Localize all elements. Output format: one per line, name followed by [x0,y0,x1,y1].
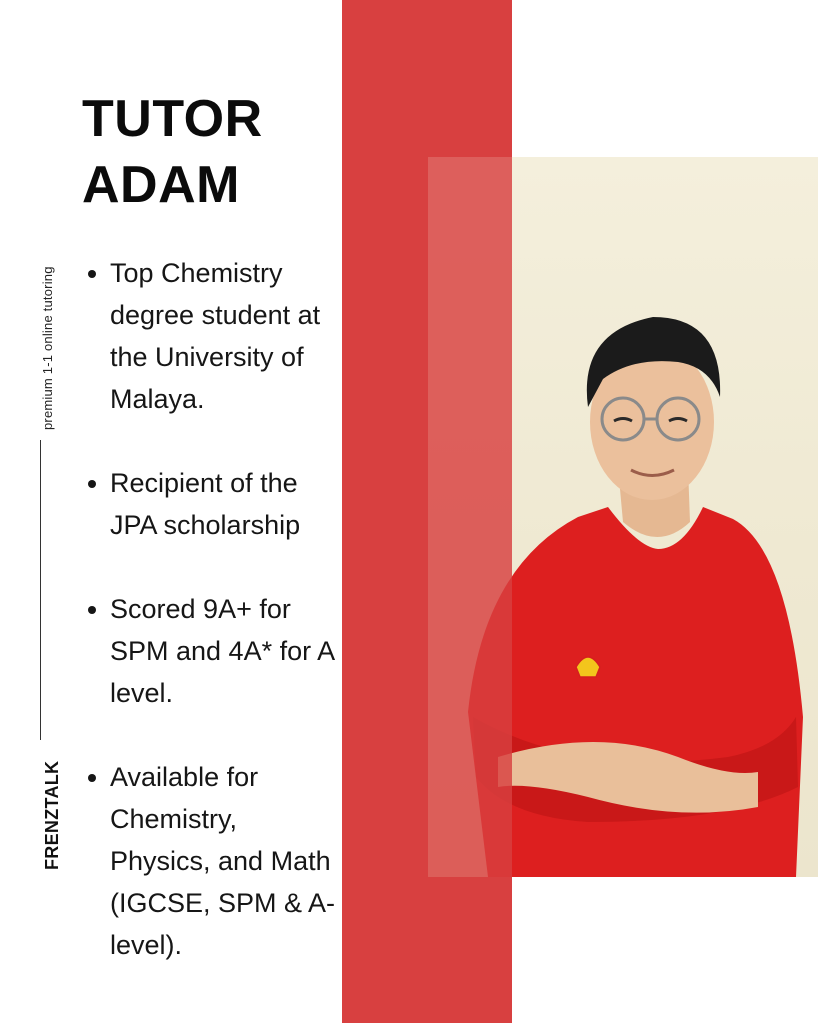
tutor-photo [428,157,818,877]
highlight-item-4: Available for Chemistry, Physics, and Math (IGCSE, SPM & A-level). [82,756,342,966]
highlight-item-2: Recipient of the JPA scholarship [82,462,342,546]
sidebar-tagline: premium 1-1 online tutoring [40,266,55,430]
page-title [82,86,263,218]
sidebar-divider [40,440,41,740]
title-line-2: ADAM [82,156,240,214]
highlight-item-3: Scored 9A+ for SPM and 4A* for A level. [82,588,342,714]
highlight-item-1: Top Chemistry degree student at the University of Malaya. [82,252,342,420]
sidebar-brand: FRENZTALK [42,760,62,870]
highlight-list [82,252,342,966]
title-line-1: TUTOR [82,90,263,148]
red-photo-overlay [428,157,512,877]
